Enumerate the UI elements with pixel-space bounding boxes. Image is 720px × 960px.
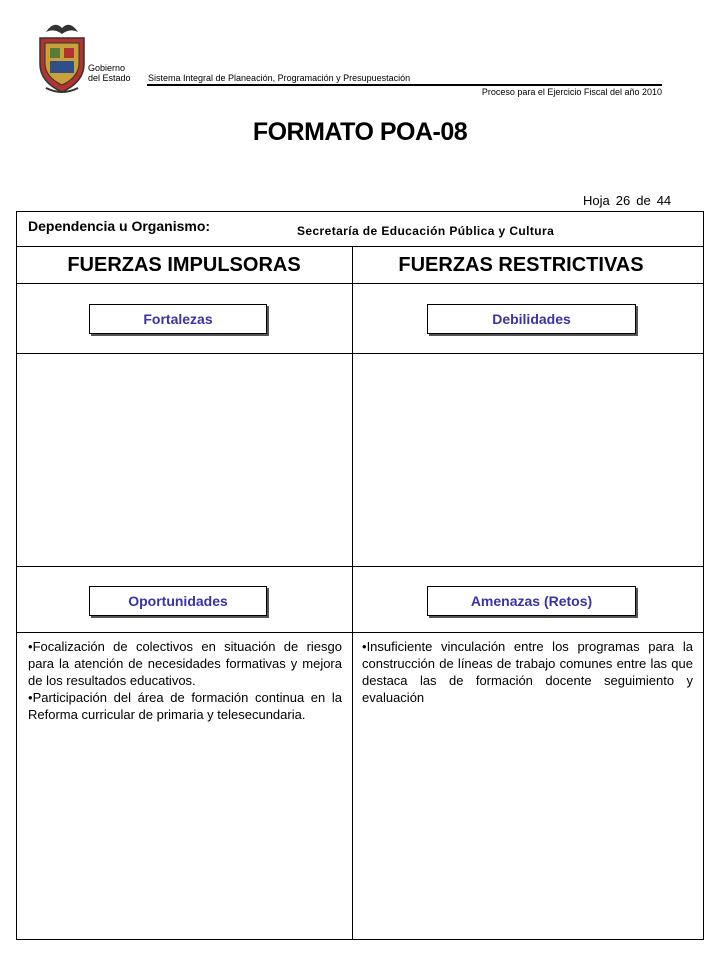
page-total: 44 bbox=[656, 193, 672, 208]
column-divider bbox=[352, 246, 353, 940]
strengths-box: Fortalezas bbox=[89, 304, 267, 334]
page-counter bbox=[583, 193, 677, 208]
dependency-value: Secretaría de Educación Pública y Cultura bbox=[297, 224, 555, 238]
page-title: FORMATO POA-08 bbox=[252, 118, 468, 146]
system-title: Sistema Integral de Planeación, Programación y Presupuestación bbox=[148, 73, 411, 83]
page-current: 26 bbox=[615, 193, 631, 208]
table-divider bbox=[16, 353, 704, 354]
opportunities-box: Oportunidades bbox=[89, 586, 267, 616]
list-item: • Insuficiente vinculación entre los programas para la construcción de líneas de trabajo comunes entre las que destaca las de formación docente seguimiento y evaluación bbox=[362, 638, 693, 706]
table-divider bbox=[16, 283, 704, 284]
list-item: • Focalización de colectivos en situación de riesgo para la atención de necesidades formativas y mejora de los resultados educativos. bbox=[28, 638, 342, 689]
heading-restraining-forces: FUERZAS RESTRICTIVAS bbox=[398, 254, 644, 276]
threats-list bbox=[362, 638, 693, 706]
page-label: Hoja bbox=[583, 193, 610, 208]
header-divider bbox=[147, 84, 662, 86]
government-label: Gobierno bbox=[88, 63, 126, 73]
opportunities-list bbox=[28, 638, 342, 723]
heading-driving-forces: FUERZAS IMPULSORAS bbox=[67, 254, 301, 276]
government-sublabel: del Estado bbox=[88, 73, 131, 83]
state-coat-of-arms-icon bbox=[36, 18, 88, 96]
threats-box: Amenazas (Retos) bbox=[427, 586, 636, 616]
weaknesses-box: Debilidades bbox=[427, 304, 636, 334]
list-item: • Participación del área de formación continua en la Reforma curricular de primaria y telesecundaria. bbox=[28, 689, 342, 723]
table-divider bbox=[16, 566, 704, 567]
table-divider bbox=[16, 246, 704, 247]
process-label: Proceso para el Ejercicio Fiscal del año 2010 bbox=[481, 87, 662, 97]
table-divider bbox=[16, 632, 704, 633]
dependency-label: Dependencia u Organismo: bbox=[28, 218, 211, 234]
page-of: de bbox=[636, 193, 651, 208]
